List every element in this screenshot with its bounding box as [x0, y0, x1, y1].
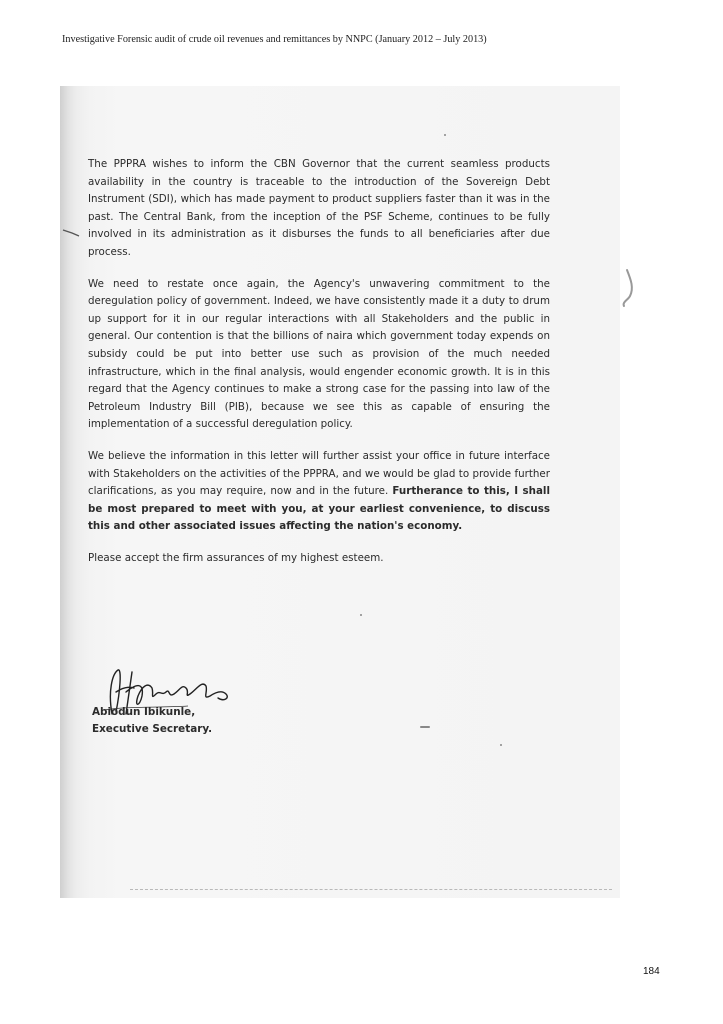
scan-bottom-edge [130, 889, 612, 890]
signer-title: Executive Secretary. [92, 722, 213, 735]
letter-paragraph-further-assist-text: We believe the information in this letter will further assist your office in future interface with Stakeholders on the activities of the PPPRA, and we would be glad to provide further clarifications, as you may require, now and in the future. [88, 449, 550, 498]
letter-paragraph-further-assist [88, 448, 550, 536]
signer-block [92, 704, 212, 737]
letter-paragraph-sdi: The PPPRA wishes to inform the CBN Governor that the current seamless products availability in the country is traceable to the introduction of the Sovereign Debt Instrument (SDI), which has made payment to product suppliers faster than it was in the past. The Central Bank, from the inception of the PSF Scheme, continues to be fully involved in its administration as it disburses the funds to all beneficiaries after due process. [88, 158, 550, 258]
signer-name: Abiodun Ibikunle, [92, 706, 196, 718]
scanned-letter [60, 86, 620, 898]
side-pen-mark-icon [618, 268, 640, 310]
letter-body [88, 156, 550, 581]
letter-paragraph-deregulation: We need to restate once again, the Agency's unwavering commitment to the deregulation policy of government. Indeed, we have consistently made it a duty to drum up support for it in our regular interactions with all Stakeholders and the public in general. Our contention is that the billions of naira which government today expends on subsidy could be put into better use such as provision of the much needed infrastructure, which in the final analysis, would engender economic growth. It is in this regard that the Agency continues to make a strong case for the passing into law of the Petroleum Industry Bill (PIB), because we see this as capable of ensuring the implementation of a successful deregulation policy. [88, 277, 550, 431]
scan-speck [444, 134, 446, 136]
running-header: Investigative Forensic audit of crude oil revenues and remittances by NNPC (January 2012 – July 2013) [62, 34, 487, 45]
page-number: 184 [643, 966, 660, 977]
scan-speck [360, 614, 362, 616]
margin-mark-icon [62, 228, 80, 238]
letter-closing: Please accept the firm assurances of my highest esteem. [88, 551, 384, 564]
scan-speck [420, 726, 430, 728]
scan-speck [500, 744, 502, 746]
letter-paragraph-meeting-offer: Furtherance to this, I shall be most prepared to meet with you, at your earliest convenience, to discuss this and other associated issues affecting the nation's economy. [88, 485, 550, 533]
